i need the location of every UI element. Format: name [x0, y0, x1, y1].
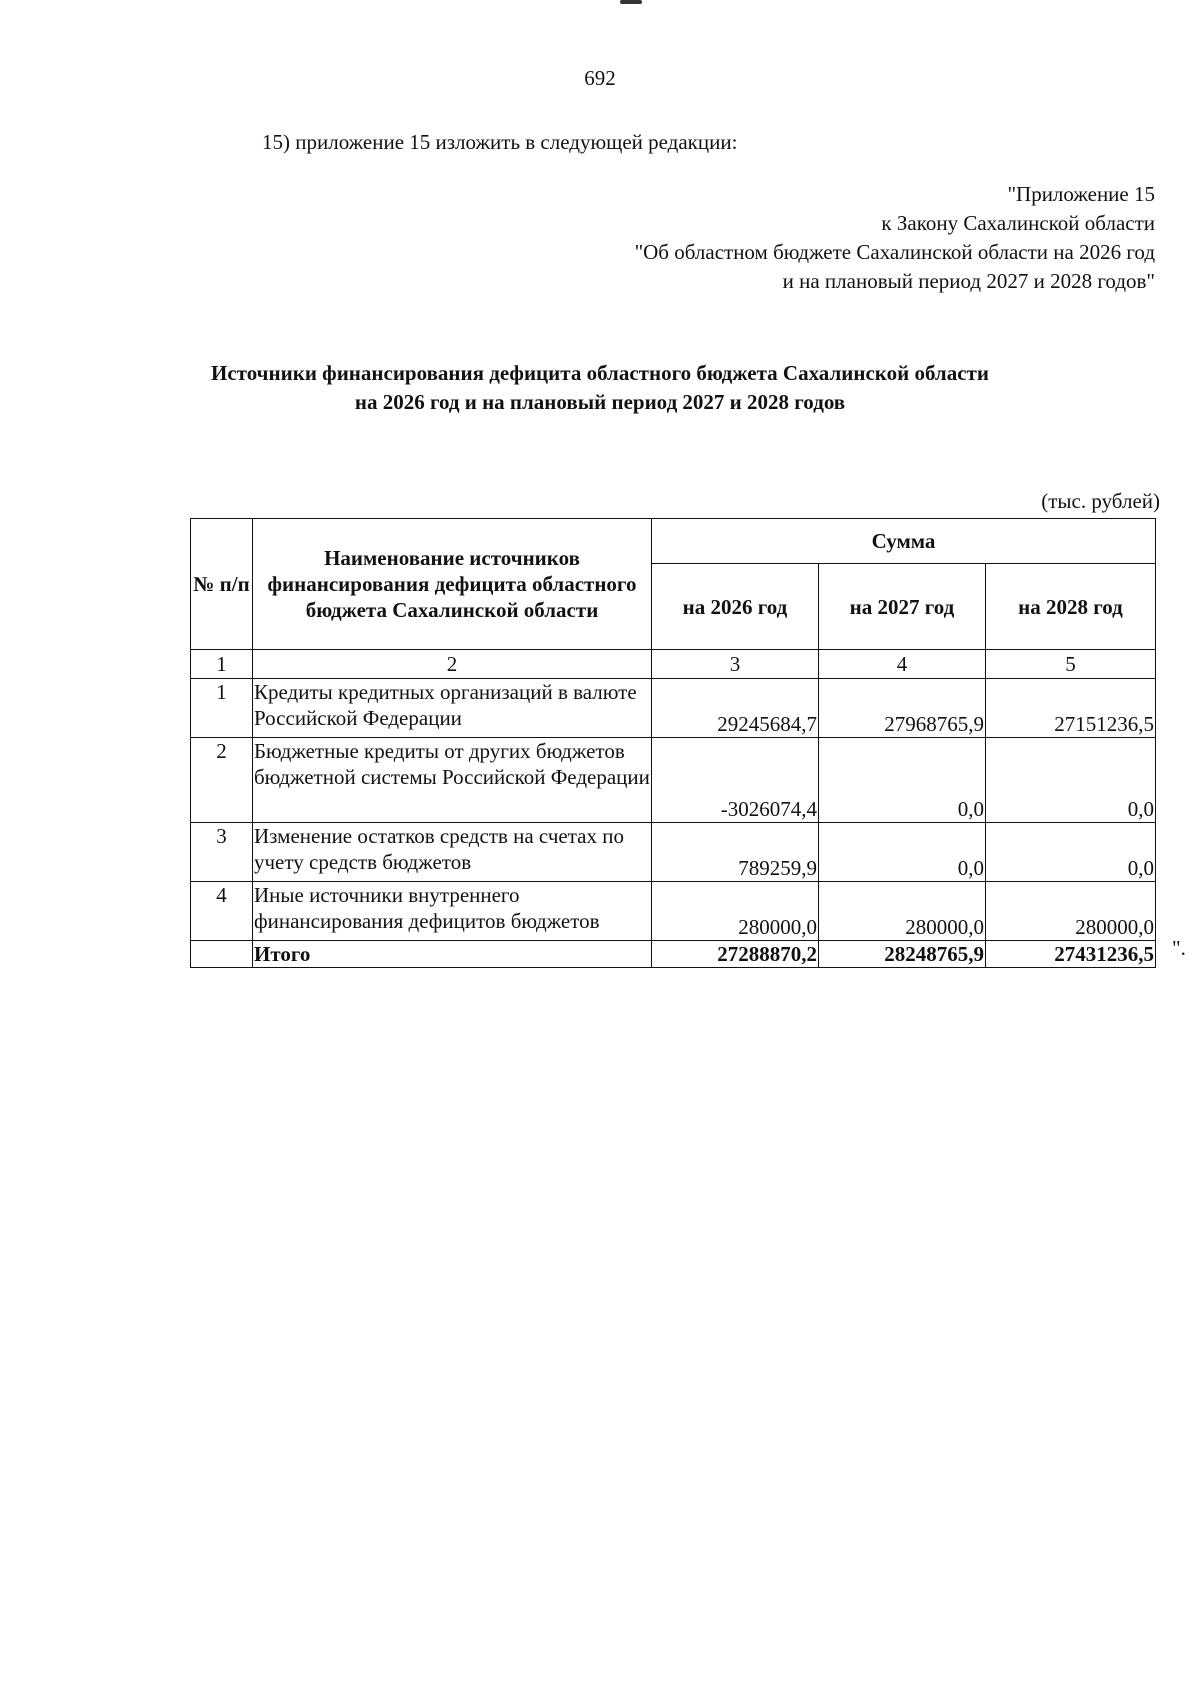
row-value-2028: 0,0 — [986, 823, 1156, 882]
document-title — [0, 359, 1200, 417]
column-index: 1 — [191, 650, 253, 679]
row-value-2027: 0,0 — [819, 823, 986, 882]
row-name: Бюджетные кредиты от других бюджетов бюджетной системы Российской Федерации — [253, 738, 652, 823]
row-value-2028: 27151236,5 — [986, 679, 1156, 738]
financing-table — [190, 518, 1156, 968]
row-value-2027: 0,0 — [819, 738, 986, 823]
title-line-1: Источники финансирования дефицита областного бюджета Сахалинской области — [211, 361, 989, 385]
page-number: 692 — [584, 66, 616, 90]
header-name: Наименование источников финансирования дефицита областного бюджета Сахалинской области — [253, 519, 652, 650]
scan-artifact — [620, 0, 642, 4]
row-value-2026: 280000,0 — [652, 882, 819, 941]
row-value-2026: 789259,9 — [652, 823, 819, 882]
row-name: Кредиты кредитных организаций в валюте Российской Федерации — [253, 679, 652, 738]
column-index: 2 — [253, 650, 652, 679]
table-header-row — [191, 519, 1156, 564]
row-value-2026: -3026074,4 — [652, 738, 819, 823]
table-row — [191, 882, 1156, 941]
table-row — [191, 679, 1156, 738]
appendix-line-3: "Об областном бюджете Сахалинской области на 2026 год — [634, 240, 1155, 264]
row-name: Изменение остатков средств на счетах по учету средств бюджетов — [253, 823, 652, 882]
column-index: 3 — [652, 650, 819, 679]
total-label: Итого — [253, 941, 652, 968]
table-row — [191, 738, 1156, 823]
row-num: 1 — [191, 679, 253, 738]
header-sum: Сумма — [652, 519, 1156, 564]
row-value-2028: 0,0 — [986, 738, 1156, 823]
appendix-line-2: к Закону Сахалинской области — [881, 211, 1155, 235]
column-index: 5 — [986, 650, 1156, 679]
row-name: Иные источники внутреннего финансирования дефицитов бюджетов — [253, 882, 652, 941]
row-value-2026: 29245684,7 — [652, 679, 819, 738]
header-num: № п/п — [191, 519, 253, 650]
total-row — [191, 941, 1156, 968]
column-index-row — [191, 650, 1156, 679]
total-value-2027: 28248765,9 — [819, 941, 986, 968]
title-line-2: на 2026 год и на плановый период 2027 и 2028 годов — [354, 390, 846, 414]
total-num — [191, 941, 253, 968]
appendix-line-4: и на плановый период 2027 и 2028 годов" — [782, 269, 1155, 293]
header-2027: на 2027 год — [819, 564, 986, 650]
closing-quote: ". — [1172, 936, 1186, 960]
total-value-2028: 27431236,5 — [986, 941, 1156, 968]
total-value-2026: 27288870,2 — [652, 941, 819, 968]
column-index: 4 — [819, 650, 986, 679]
row-value-2028: 280000,0 — [986, 882, 1156, 941]
row-num: 2 — [191, 738, 253, 823]
row-value-2027: 280000,0 — [819, 882, 986, 941]
row-num: 4 — [191, 882, 253, 941]
table-row — [191, 823, 1156, 882]
header-2028: на 2028 год — [986, 564, 1156, 650]
header-2026: на 2026 год — [652, 564, 819, 650]
units-label: (тыс. рублей) — [1041, 489, 1160, 513]
row-num: 3 — [191, 823, 253, 882]
intro-text: 15) приложение 15 изложить в следующей редакции: — [262, 130, 738, 154]
row-value-2027: 27968765,9 — [819, 679, 986, 738]
appendix-line-1: "Приложение 15 — [1007, 182, 1155, 206]
appendix-reference — [635, 180, 1155, 296]
